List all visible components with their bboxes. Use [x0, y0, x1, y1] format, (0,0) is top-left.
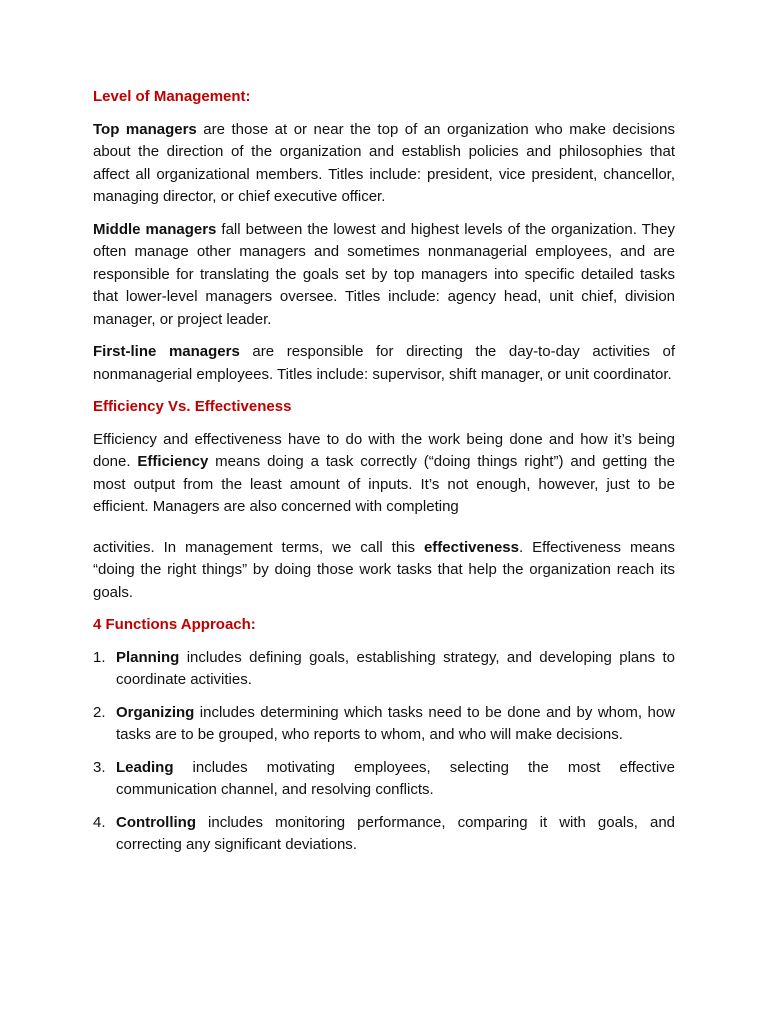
paragraph-middle-managers	[93, 219, 675, 332]
list-number: 3.	[93, 758, 106, 776]
list-item-leading	[93, 757, 675, 802]
term-effectiveness: effectiveness	[423, 538, 519, 556]
list-number: 4.	[93, 813, 106, 831]
term-leading: Leading	[116, 758, 174, 776]
text-organizing: includes determining which tasks need to be done and by whom, how tasks are to be grouped, who reports to whom, and who will make decisions.	[116, 703, 675, 743]
text-effectiveness-definition: . Effectiveness means “doing the right things” by doing those work tasks that help the organization reach its goals.	[93, 538, 675, 601]
text-controlling: includes monitoring performance, comparing it with goals, and correcting any significant deviations.	[116, 813, 675, 853]
term-top-managers: Top managers	[93, 120, 197, 138]
text-leading: includes motivating employees, selecting the most effective communication channel, and resolving conflicts.	[116, 758, 675, 798]
text-planning: includes defining goals, establishing strategy, and developing plans to coordinate activities.	[116, 648, 675, 688]
term-controlling: Controlling	[116, 813, 196, 831]
paragraph-efficiency	[93, 429, 675, 519]
text-effectiveness-intro: activities. In management terms, we call this	[93, 538, 424, 556]
list-item-organizing	[93, 702, 675, 747]
list-number: 2.	[93, 703, 106, 721]
section-heading-functions: 4 Functions Approach:	[93, 616, 256, 633]
list-item-planning	[93, 647, 675, 692]
text-efficiency-intro: Efficiency and effectiveness have to do with the work being done and how it’s being done.	[93, 430, 675, 470]
list-number: 1.	[93, 648, 106, 666]
text-efficiency-definition: means doing a task correctly (“doing things right”) and getting the most output from the least amount of inputs. It’s not enough, however, just to be efficient. Managers are also concerned with completing	[93, 453, 675, 515]
term-organizing: Organizing	[116, 703, 195, 721]
list-item-controlling	[93, 812, 675, 857]
text-top-managers: are those at or near the top of an organization who make decisions about the direction of the organization and establish policies and philosophies that affect all organizational members. Titles include: president, vice president, chancellor, managing director, or chief executive officer.	[93, 120, 675, 205]
paragraph-top-managers	[93, 119, 675, 209]
section-heading-levels: Level of Management:	[93, 88, 251, 105]
section-heading-efficiency: Efficiency Vs. Effectiveness	[93, 398, 292, 415]
paragraph-effectiveness	[93, 537, 675, 605]
term-planning: Planning	[116, 648, 180, 666]
document-page	[93, 86, 675, 867]
term-middle-managers: Middle managers	[93, 220, 217, 238]
text-middle-managers: fall between the lowest and highest levels of the organization. They often manage other managers and sometimes nonmanagerial employees, and are responsible for translating the goals set by top managers into specific detailed tasks that lower-level managers oversee. Titles include: agency head, unit chief, division manager, or project leader.	[93, 220, 675, 328]
functions-list	[93, 647, 675, 857]
term-first-line-managers: First-line managers	[93, 343, 240, 360]
term-efficiency: Efficiency	[137, 453, 209, 470]
text-first-line-managers: are responsible for directing the day-to-day activities of nonmanagerial employees. Titles include: supervisor, shift manager, or unit coordinator.	[93, 343, 675, 383]
paragraph-first-line-managers	[93, 341, 675, 386]
